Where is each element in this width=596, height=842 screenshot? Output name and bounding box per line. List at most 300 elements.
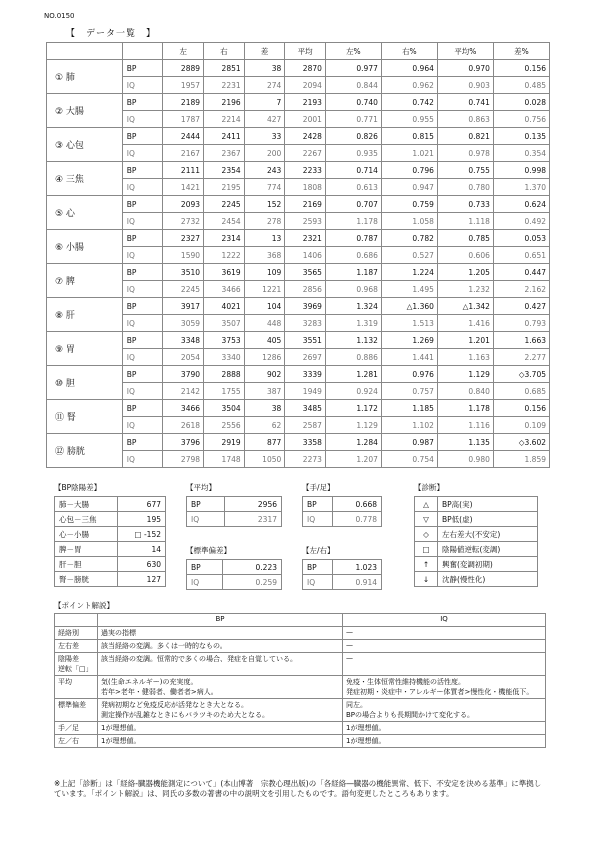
iq-value: 0.756 xyxy=(493,111,549,128)
table-row xyxy=(55,722,546,735)
yinyang-pair: 肝－胆 xyxy=(55,557,118,572)
header-cell xyxy=(55,614,98,627)
yinyang-caption: 【BP陰陽差】 xyxy=(54,483,102,492)
iq-value: 1949 xyxy=(285,383,326,400)
footnote: ※上記「診断」は「経絡-臓器機能測定について」(本山博著 宗教心理出版)の「各経絡―臓器の機能異常、低下、不安定を決める基準」に準拠しています。「ポイント解説」は、同氏の多数の著書の中の説明文を引用したものです。語句変更したところもあります。 xyxy=(54,779,542,798)
stddev-bp: 0.223 xyxy=(223,560,282,575)
iq-value: 1.118 xyxy=(437,213,493,230)
bp-value: 0.826 xyxy=(325,128,381,145)
header-cell: 平均% xyxy=(437,43,493,60)
bp-value: 0.782 xyxy=(381,230,437,247)
header-cell: 平均 xyxy=(285,43,326,60)
iq-value: 1.319 xyxy=(325,315,381,332)
bp-value: ◇3.602 xyxy=(493,434,549,451)
bp-value: 2093 xyxy=(163,196,204,213)
bp-value: 0.707 xyxy=(325,196,381,213)
iq-value: 1.416 xyxy=(437,315,493,332)
left-right-iq: 0.914 xyxy=(333,575,382,590)
iq-value: 1748 xyxy=(204,451,245,468)
bp-value: 0.053 xyxy=(493,230,549,247)
iq-value: 1222 xyxy=(204,247,245,264)
type-label: BP xyxy=(122,366,163,383)
point-bp: 該当経絡の変調。多くは一時的なもの。 xyxy=(98,640,343,653)
table-row xyxy=(47,451,550,468)
iq-value: 2798 xyxy=(163,451,204,468)
table-row xyxy=(47,213,550,230)
iq-value: 1.178 xyxy=(325,213,381,230)
iq-value: 0.793 xyxy=(493,315,549,332)
bp-value: 1.269 xyxy=(381,332,437,349)
yinyang-pair: 肺－大腸 xyxy=(55,497,118,512)
bp-value: 2919 xyxy=(204,434,245,451)
iq-value: 2231 xyxy=(204,77,245,94)
iq-value: 2167 xyxy=(163,145,204,162)
bp-value: 902 xyxy=(244,366,285,383)
iq-value: 1.129 xyxy=(325,417,381,434)
iq-value: 2.277 xyxy=(493,349,549,366)
bp-value: 1.324 xyxy=(325,298,381,315)
bp-value: 0.821 xyxy=(437,128,493,145)
point-bp: 該当経絡の変調。恒常的で多くの場合、発症を自覚している。 xyxy=(98,653,343,676)
bp-value: 0.135 xyxy=(493,128,549,145)
type-label: IQ xyxy=(122,247,163,264)
type-label: IQ xyxy=(122,77,163,94)
type-label: IQ xyxy=(122,179,163,196)
diagnosis-text: 陰陽値逆転(変調) xyxy=(438,542,538,557)
points-caption: 【ポイント解説】 xyxy=(54,601,114,610)
iq-value: 274 xyxy=(244,77,285,94)
iq-value: 368 xyxy=(244,247,285,264)
header-cell: 差% xyxy=(493,43,549,60)
bp-value: 3466 xyxy=(163,400,204,417)
point-bp: 1が理想値。 xyxy=(98,735,343,748)
iq-value: 1.163 xyxy=(437,349,493,366)
bp-value: 38 xyxy=(244,60,285,77)
bp-value: 1.224 xyxy=(381,264,437,281)
bp-value: 0.156 xyxy=(493,60,549,77)
iq-value: 1.232 xyxy=(437,281,493,298)
point-bp: 発病初期など免疫反応が活発なとき大となる。 測定操作が乱雑なときにもバラツキのため大となる。 xyxy=(98,699,343,722)
type-label: BP xyxy=(122,128,163,145)
bp-value: 2321 xyxy=(285,230,326,247)
point-bp: 過実の指標 xyxy=(98,627,343,640)
header-cell: 右 xyxy=(204,43,245,60)
point-label: 左／右 xyxy=(55,735,98,748)
hand-foot-section xyxy=(302,482,382,527)
iq-value: 0.606 xyxy=(437,247,493,264)
average-table xyxy=(186,496,282,527)
table-row xyxy=(55,699,546,722)
iq-value: 0.840 xyxy=(437,383,493,400)
iq-value: 1.513 xyxy=(381,315,437,332)
diagnosis-symbol: ↑ xyxy=(415,557,438,572)
table-row xyxy=(47,332,550,349)
table-header-row xyxy=(47,43,550,60)
header-cell xyxy=(122,43,163,60)
iq-value: 2856 xyxy=(285,281,326,298)
table-row xyxy=(55,557,166,572)
iq-value: 0.968 xyxy=(325,281,381,298)
bp-value: 0.447 xyxy=(493,264,549,281)
point-iq: 免疫・生体恒常性維持機能の活性度。 発症初期・炎症中・アレルギー体質者>慢性化・機能低下。 xyxy=(343,676,546,699)
table-row xyxy=(415,572,538,587)
point-label: 経絡別 xyxy=(55,627,98,640)
yinyang-pair: 腎－膀胱 xyxy=(55,572,118,587)
iq-value: 2142 xyxy=(163,383,204,400)
table-row xyxy=(303,560,382,575)
bp-value: 7 xyxy=(244,94,285,111)
point-iq: — xyxy=(343,653,546,676)
table-row xyxy=(55,572,166,587)
bp-value: 1.185 xyxy=(381,400,437,417)
type-label: IQ xyxy=(122,111,163,128)
hand-foot-caption: 【手/足】 xyxy=(302,483,335,492)
iq-value: 2245 xyxy=(163,281,204,298)
bp-value: 2327 xyxy=(163,230,204,247)
iq-value: 1808 xyxy=(285,179,326,196)
yinyang-pair: 脾－胃 xyxy=(55,542,118,557)
stddev-table xyxy=(186,559,282,590)
bp-value: 3504 xyxy=(204,400,245,417)
table-row xyxy=(47,196,550,213)
bp-value: 0.964 xyxy=(381,60,437,77)
iq-value: 0.485 xyxy=(493,77,549,94)
iq-value: 2214 xyxy=(204,111,245,128)
iq-value: 387 xyxy=(244,383,285,400)
iq-value: 0.613 xyxy=(325,179,381,196)
bp-label: BP xyxy=(187,497,225,512)
iq-value: 1.021 xyxy=(381,145,437,162)
table-row xyxy=(415,512,538,527)
hand-foot-bp: 0.668 xyxy=(333,497,382,512)
bp-value: 2314 xyxy=(204,230,245,247)
yinyang-value: □ -152 xyxy=(117,527,165,542)
table-row xyxy=(47,417,550,434)
point-iq: — xyxy=(343,627,546,640)
bp-value: 0.977 xyxy=(325,60,381,77)
diagnosis-text: BP高(実) xyxy=(438,497,538,512)
bp-value: 2889 xyxy=(163,60,204,77)
bp-value: 3917 xyxy=(163,298,204,315)
type-label: IQ xyxy=(122,349,163,366)
bp-value: 2193 xyxy=(285,94,326,111)
type-label: IQ xyxy=(122,315,163,332)
iq-value: 1406 xyxy=(285,247,326,264)
iq-value: 0.886 xyxy=(325,349,381,366)
bp-value: 4021 xyxy=(204,298,245,315)
type-label: IQ xyxy=(122,383,163,400)
table-row xyxy=(47,230,550,247)
type-label: BP xyxy=(122,434,163,451)
yinyang-value: 630 xyxy=(117,557,165,572)
header-cell: BP xyxy=(98,614,343,627)
bp-value: 3551 xyxy=(285,332,326,349)
iq-value: 2094 xyxy=(285,77,326,94)
bp-value: 0.815 xyxy=(381,128,437,145)
iq-value: 3283 xyxy=(285,315,326,332)
bp-value: 2870 xyxy=(285,60,326,77)
type-label: BP xyxy=(122,196,163,213)
row-label: ⑩ 胆 xyxy=(47,366,123,400)
iq-value: 0.685 xyxy=(493,383,549,400)
bp-value: 2111 xyxy=(163,162,204,179)
bp-value: 3565 xyxy=(285,264,326,281)
iq-value: 2593 xyxy=(285,213,326,230)
table-row xyxy=(47,179,550,196)
iq-label: IQ xyxy=(187,512,225,527)
bp-value: 405 xyxy=(244,332,285,349)
iq-label: IQ xyxy=(303,575,333,590)
type-label: BP xyxy=(122,332,163,349)
bp-value: 3358 xyxy=(285,434,326,451)
iq-value: 1.370 xyxy=(493,179,549,196)
table-row xyxy=(47,128,550,145)
bp-value: 2411 xyxy=(204,128,245,145)
iq-value: 62 xyxy=(244,417,285,434)
iq-value: 2556 xyxy=(204,417,245,434)
iq-value: 1957 xyxy=(163,77,204,94)
iq-value: 774 xyxy=(244,179,285,196)
table-row xyxy=(47,281,550,298)
bp-value: 0.427 xyxy=(493,298,549,315)
iq-value: 0.686 xyxy=(325,247,381,264)
bp-label: BP xyxy=(303,560,333,575)
table-row xyxy=(47,94,550,111)
bp-value: 3796 xyxy=(163,434,204,451)
table-row xyxy=(55,627,546,640)
yinyang-value: 14 xyxy=(117,542,165,557)
iq-value: 3466 xyxy=(204,281,245,298)
type-label: IQ xyxy=(122,281,163,298)
table-row xyxy=(55,640,546,653)
iq-value: 1.207 xyxy=(325,451,381,468)
type-label: BP xyxy=(122,162,163,179)
bp-value: 38 xyxy=(244,400,285,417)
bp-label: BP xyxy=(303,497,333,512)
diagnosis-symbol: ◇ xyxy=(415,527,438,542)
row-label: ⑤ 心 xyxy=(47,196,123,230)
bp-value: 0.624 xyxy=(493,196,549,213)
bp-value: 0.759 xyxy=(381,196,437,213)
iq-value: 0.947 xyxy=(381,179,437,196)
table-row xyxy=(55,542,166,557)
point-iq: 1が理想値。 xyxy=(343,722,546,735)
point-bp: 1が理想値。 xyxy=(98,722,343,735)
iq-value: 0.935 xyxy=(325,145,381,162)
iq-value: 2267 xyxy=(285,145,326,162)
bp-value: 1.205 xyxy=(437,264,493,281)
row-label: ⑧ 肝 xyxy=(47,298,123,332)
bp-value: 2354 xyxy=(204,162,245,179)
iq-value: 0.980 xyxy=(437,451,493,468)
iq-value: 0.754 xyxy=(381,451,437,468)
iq-value: 0.109 xyxy=(493,417,549,434)
point-bp: 気(生命エネルギー)の充実度。 若年>老年・健弱者、働者者>病人。 xyxy=(98,676,343,699)
diagnosis-symbol: ↓ xyxy=(415,572,438,587)
iq-value: 2618 xyxy=(163,417,204,434)
table-row xyxy=(47,162,550,179)
iq-value: 0.651 xyxy=(493,247,549,264)
table-row xyxy=(187,512,282,527)
iq-value: 0.527 xyxy=(381,247,437,264)
iq-value: 1.441 xyxy=(381,349,437,366)
left-right-table xyxy=(302,559,382,590)
iq-value: 0.771 xyxy=(325,111,381,128)
iq-value: 0.780 xyxy=(437,179,493,196)
iq-value: 1.058 xyxy=(381,213,437,230)
table-row xyxy=(55,512,166,527)
yinyang-value: 127 xyxy=(117,572,165,587)
bp-value: 877 xyxy=(244,434,285,451)
row-label: ② 大腸 xyxy=(47,94,123,128)
bp-value: 0.733 xyxy=(437,196,493,213)
bp-value: 3619 xyxy=(204,264,245,281)
stddev-caption: 【標準偏差】 xyxy=(186,546,231,555)
header-cell: 差 xyxy=(244,43,285,60)
type-label: BP xyxy=(122,94,163,111)
table-row xyxy=(47,111,550,128)
table-row xyxy=(47,298,550,315)
iq-value: 2697 xyxy=(285,349,326,366)
header-cell: 右% xyxy=(381,43,437,60)
table-row xyxy=(415,557,538,572)
bp-value: ◇3.705 xyxy=(493,366,549,383)
type-label: BP xyxy=(122,298,163,315)
bp-value: 0.742 xyxy=(381,94,437,111)
table-row xyxy=(47,77,550,94)
bp-value: 2189 xyxy=(163,94,204,111)
table-row xyxy=(415,527,538,542)
iq-value: 1.859 xyxy=(493,451,549,468)
iq-value: 200 xyxy=(244,145,285,162)
diagnosis-symbol: □ xyxy=(415,542,438,557)
bp-value: 1.172 xyxy=(325,400,381,417)
document-number: NO.0150 xyxy=(44,12,75,20)
iq-value: 1286 xyxy=(244,349,285,366)
type-label: IQ xyxy=(122,213,163,230)
row-label: ① 肺 xyxy=(47,60,123,94)
diagnosis-text: 沈静(慢性化) xyxy=(438,572,538,587)
point-label: 手／足 xyxy=(55,722,98,735)
bp-value: △1.342 xyxy=(437,298,493,315)
table-row xyxy=(187,560,282,575)
row-label: ③ 心包 xyxy=(47,128,123,162)
diagnosis-symbol: △ xyxy=(415,497,438,512)
iq-value: 0.962 xyxy=(381,77,437,94)
iq-value: 0.978 xyxy=(437,145,493,162)
bp-value: 243 xyxy=(244,162,285,179)
bp-value: 0.976 xyxy=(381,366,437,383)
iq-value: 1421 xyxy=(163,179,204,196)
bp-value: 0.785 xyxy=(437,230,493,247)
hand-foot-iq: 0.778 xyxy=(333,512,382,527)
left-right-section xyxy=(302,545,382,590)
bp-value: 0.987 xyxy=(381,434,437,451)
point-iq: — xyxy=(343,640,546,653)
diagnosis-text: 左右差大(不安定) xyxy=(438,527,538,542)
iq-value: 0.924 xyxy=(325,383,381,400)
iq-value: 0.863 xyxy=(437,111,493,128)
table-row xyxy=(47,349,550,366)
point-iq: 同左。 BPの場合よりも長期間かけて変化する。 xyxy=(343,699,546,722)
bp-value: 2169 xyxy=(285,196,326,213)
bp-value: 3485 xyxy=(285,400,326,417)
bp-value: 152 xyxy=(244,196,285,213)
iq-value: 2001 xyxy=(285,111,326,128)
yinyang-value: 195 xyxy=(117,512,165,527)
points-table xyxy=(54,613,546,748)
table-row xyxy=(303,497,382,512)
table-row xyxy=(55,735,546,748)
bp-value: 2196 xyxy=(204,94,245,111)
bp-value: 2245 xyxy=(204,196,245,213)
table-row xyxy=(47,400,550,417)
bp-value: △1.360 xyxy=(381,298,437,315)
iq-value: 0.354 xyxy=(493,145,549,162)
bp-value: 3510 xyxy=(163,264,204,281)
iq-value: 2587 xyxy=(285,417,326,434)
bp-value: 1.281 xyxy=(325,366,381,383)
bp-value: 1.132 xyxy=(325,332,381,349)
table-row xyxy=(187,497,282,512)
hand-foot-table xyxy=(302,496,382,527)
type-label: IQ xyxy=(122,451,163,468)
yinyang-pair: 心－小腸 xyxy=(55,527,118,542)
iq-value: 1.116 xyxy=(437,417,493,434)
average-bp: 2956 xyxy=(224,497,281,512)
type-label: IQ xyxy=(122,417,163,434)
bp-value: 109 xyxy=(244,264,285,281)
bp-value: 2233 xyxy=(285,162,326,179)
iq-value: 1590 xyxy=(163,247,204,264)
yinyang-section xyxy=(54,482,166,587)
table-row xyxy=(415,542,538,557)
table-row xyxy=(415,497,538,512)
iq-value: 427 xyxy=(244,111,285,128)
header-cell: 左% xyxy=(325,43,381,60)
iq-value: 2195 xyxy=(204,179,245,196)
iq-value: 2367 xyxy=(204,145,245,162)
table-header-row xyxy=(55,614,546,627)
yinyang-pair: 心包－三焦 xyxy=(55,512,118,527)
diagnosis-section xyxy=(414,482,538,587)
table-row xyxy=(47,247,550,264)
bp-value: 0.028 xyxy=(493,94,549,111)
header-cell xyxy=(47,43,123,60)
header-cell: IQ xyxy=(343,614,546,627)
table-row xyxy=(47,383,550,400)
left-right-caption: 【左/右】 xyxy=(302,546,335,555)
average-caption: 【平均】 xyxy=(186,483,216,492)
bp-value: 0.740 xyxy=(325,94,381,111)
bp-value: 1.663 xyxy=(493,332,549,349)
type-label: BP xyxy=(122,230,163,247)
bp-value: 1.129 xyxy=(437,366,493,383)
iq-value: 1050 xyxy=(244,451,285,468)
table-row xyxy=(55,497,166,512)
bp-value: 0.787 xyxy=(325,230,381,247)
bp-value: 1.187 xyxy=(325,264,381,281)
table-row xyxy=(55,676,546,699)
average-section xyxy=(186,482,282,527)
point-iq: 1が理想値。 xyxy=(343,735,546,748)
table-row xyxy=(47,434,550,451)
table-row xyxy=(303,512,382,527)
row-label: ⑫ 膀胱 xyxy=(47,434,123,468)
bp-value: 1.178 xyxy=(437,400,493,417)
iq-value: 2054 xyxy=(163,349,204,366)
bp-label: BP xyxy=(187,560,223,575)
